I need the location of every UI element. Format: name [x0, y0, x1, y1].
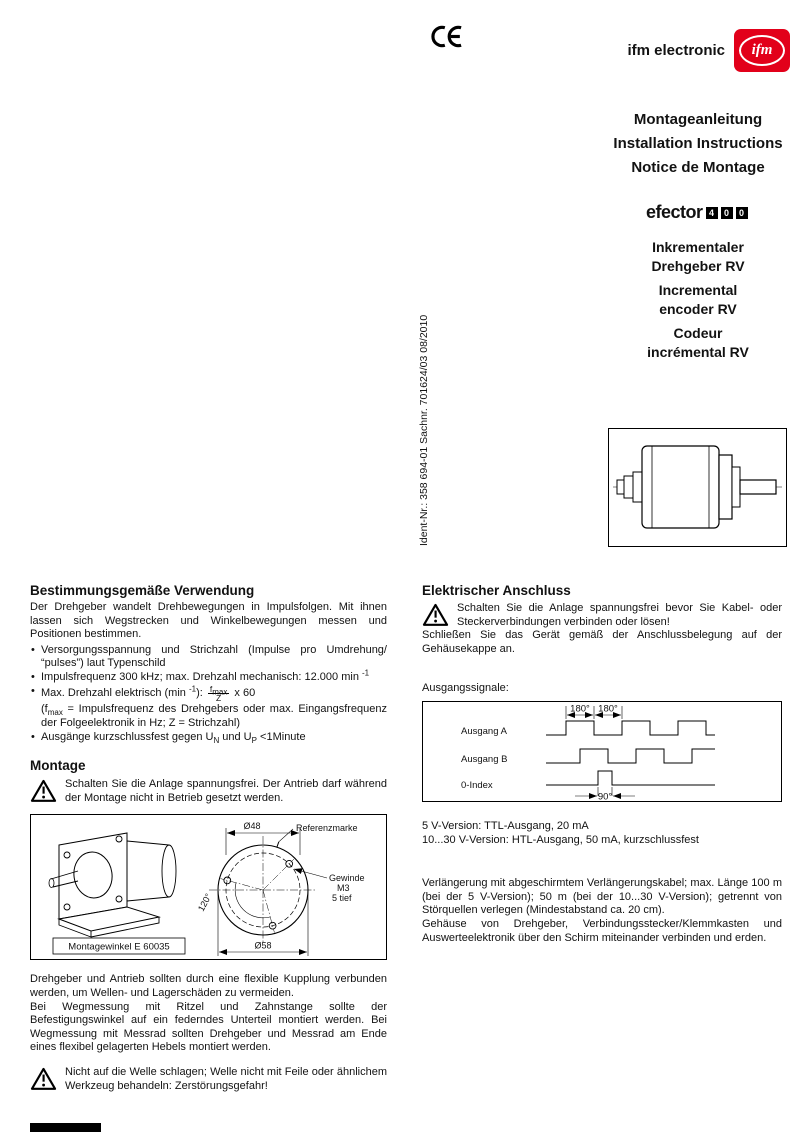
document-titles: [594, 108, 802, 180]
product-name-de: [594, 238, 802, 276]
thread-label: 5 tief: [332, 893, 352, 904]
brand-row: [627, 29, 790, 72]
dimension-label-48: Ø48: [243, 821, 261, 832]
electrical-paragraph: Verlängerung mit abgeschirmtem Verlängerungskabel; max. Länge 100 m (bei der 5 V-Version); 50 m (bei der 10...30 V-Version); getrennt von Störquellen verlegen (Mindestabstand ca. 20 cm).: [422, 877, 782, 917]
bullet-item: • Ausgänge kurzschlussfest gegen $U_N$ und $U_P$ <1Minute: [30, 731, 387, 745]
doc-title-en: Installation Instructions: [613, 135, 783, 152]
product-name-line: encoder RV: [659, 301, 737, 317]
version-line: 5 V-Version: TTL-Ausgang, 20 mA: [422, 819, 589, 832]
mounting-figure: [30, 814, 387, 960]
doc-title-fr: Notice de Montage: [631, 159, 765, 176]
product-name-line: Drehgeber RV: [651, 258, 745, 274]
efector-logo-text: efector: [646, 202, 703, 222]
dim-90-label: 90°: [597, 791, 613, 801]
warning-text: Schalten Sie die Anlage spannungsfrei. Der Antrieb darf während der Montage nicht in Betrieb gesetzt werden.: [65, 778, 387, 804]
page-edge-mark: [30, 1123, 101, 1132]
dimension-label-58: Ø58: [254, 940, 272, 951]
section-heading-montage: Montage: [30, 758, 86, 774]
product-image: [608, 428, 787, 547]
reference-mark-label: Referenzmarke: [296, 823, 358, 834]
mounting-drawing: [31, 815, 384, 958]
formula-fraction: $\frac{f_{max}}{Z}$: [209, 683, 228, 704]
angle-label: 120°: [195, 892, 214, 914]
product-name-line: Inkrementaler: [652, 239, 744, 255]
thread-label: M3: [337, 883, 350, 894]
bullet-continuation: ($f_{max}$ = Impulsfrequenz des Drehgebers oder max. Eingangsfrequenz der Folgeelektronik in Hz; Z = Strichzahl): [41, 703, 387, 729]
bullet-item: • Max. Drehzahl elektrisch (min $^{-1}$): $\frac{f_{max}}{Z}$ x 60 ($f_{max}$ = Impulsfrequenz des Drehgebers oder max. Eingangsfrequenz der Folgeelektronik in Hz; Z = Strichzahl): [30, 685, 387, 731]
efector-logo: [646, 202, 748, 223]
electrical-paragraph: Gehäuse von Drehgeber, Verbindungsstecker/Klemmkasten und Auswerteelektronik über den Schirm miteinander verbinden und erden.: [422, 917, 782, 944]
section-heading-usage: Bestimmungsgemäße Verwendung: [30, 583, 255, 598]
electrical-paragraph: Schließen Sie das Gerät gemäß der Anschlussbelegung auf der Gehäusekappe an.: [422, 629, 782, 655]
ifm-logo-text: ifm: [751, 42, 773, 58]
warning-text: Nicht auf die Welle schlagen; Welle nicht mit Feile oder ähnlichem Werkzeug behandeln: Zerstörungsgefahr!: [65, 1065, 387, 1092]
warning-icon: [30, 1067, 57, 1091]
timing-diagram: [422, 701, 782, 802]
product-name-fr: [594, 324, 802, 362]
warning-icon: [30, 779, 57, 803]
timing-diagram-drawing: [423, 702, 781, 801]
version-line: 10...30 V-Version: HTL-Ausgang, 50 mA, kurzschlussfest: [422, 833, 699, 846]
warning-note: [30, 1066, 387, 1093]
dim-180-label: 180°: [598, 703, 618, 715]
section-heading-electrical: Elektrischer Anschluss: [422, 583, 571, 598]
montage-paragraph: Bei Wegmessung mit Ritzel und Zahnstange sollte der Befestigungswinkel auf ein federndes Unterteil montiert werden. Bei Wegmessung mit Messrad sollten Drehgeber und Messrad am Ende eines flexibel gelagerten Hebels montiert werden.: [30, 1000, 387, 1054]
encoder-drawing: [609, 429, 786, 546]
warning-icon: [422, 603, 449, 627]
usage-bullet-list: [30, 644, 387, 744]
dim-180-label: 180°: [570, 703, 590, 715]
product-name-en: [594, 281, 802, 319]
bullet-item: • Versorgungsspannung und Strichzahl (Impulse pro Umdrehung/ “pulses”) laut Typenschild: [30, 644, 387, 671]
channel-a-label: Ausgang A: [461, 725, 507, 737]
usage-intro: Der Drehgeber wandelt Drehbewegungen in Impulsfolgen. Mit ihnen lassen sich Wegstrecken und Winkelbewegungen messen und Positionen bestimmen.: [30, 601, 387, 641]
product-name-line: Codeur: [673, 325, 723, 341]
warning-text: Schalten Sie die Anlage spannungsfrei bevor Sie Kabel- oder Steckerverbindungen verbinden oder lösen!: [457, 602, 782, 628]
product-names: [594, 238, 802, 367]
signals-label: Ausgangssignale:: [422, 682, 509, 695]
ifm-logo-icon: [734, 29, 790, 72]
channel-b-label: Ausgang B: [461, 753, 508, 765]
warning-note: [422, 602, 782, 629]
product-name-line: incrémental RV: [647, 344, 749, 360]
warning-note: [30, 778, 387, 805]
efector-digit-box: 0: [736, 207, 748, 219]
index-label: 0-Index: [461, 779, 493, 791]
bracket-label: Montagewinkel E 60035: [68, 941, 170, 953]
right-column: [422, 583, 782, 945]
ifm-logo-ring: [739, 35, 785, 66]
ce-mark-icon: [424, 24, 464, 54]
thread-label: Gewinde: [329, 873, 365, 884]
efector-digit-box: 4: [706, 207, 718, 219]
doc-title-de: Montageanleitung: [633, 111, 763, 128]
ident-number-vertical: Ident-Nr.: 358 694-01 Sachnr. 701624/03 08/2010: [418, 314, 430, 546]
version-info: [422, 820, 782, 847]
efector-digit-box: 0: [721, 207, 733, 219]
left-column: [30, 583, 387, 1093]
product-name-line: Incremental: [658, 282, 738, 298]
brand-name: ifm electronic: [627, 42, 725, 59]
montage-paragraph: Drehgeber und Antrieb sollten durch eine flexible Kupplung verbunden werden, um Wellen- und Lagerschäden zu vermeiden.: [30, 973, 387, 999]
bullet-item: • Impulsfrequenz 300 kHz; max. Drehzahl mechanisch: 12.000 min $^{-1}$: [30, 671, 387, 685]
